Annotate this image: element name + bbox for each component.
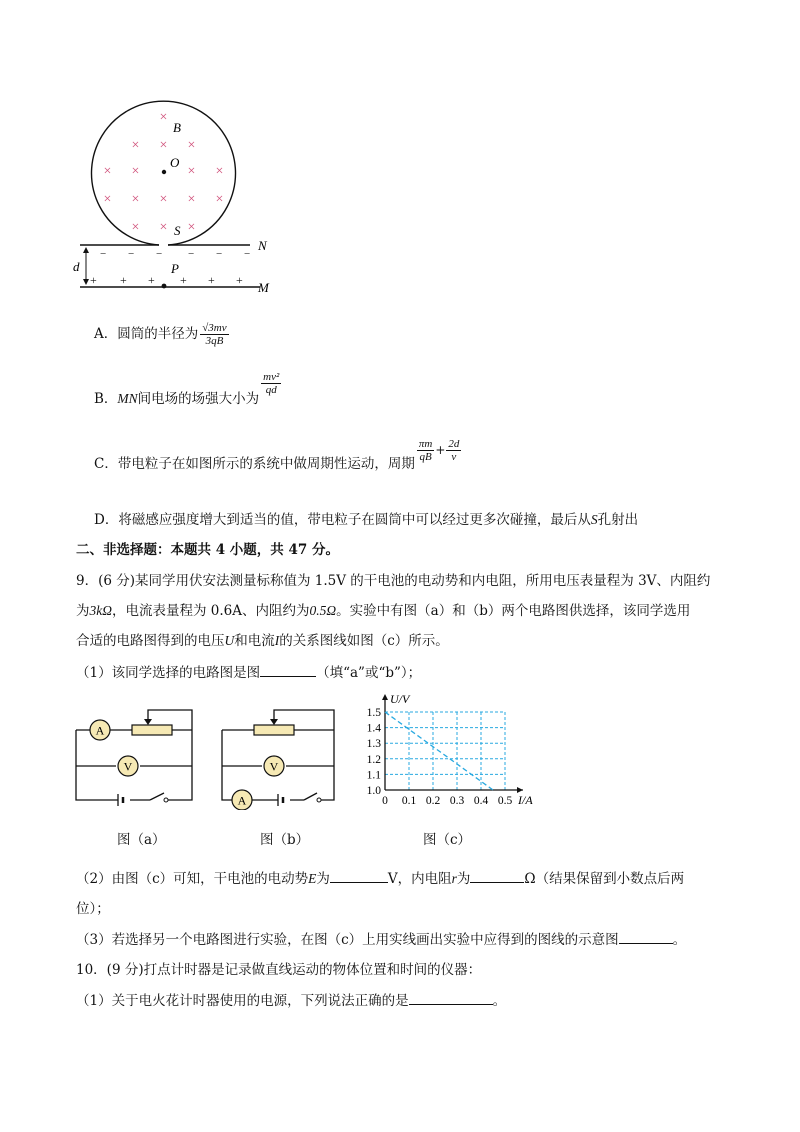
caption-a: 图（a） (117, 832, 166, 848)
option-A-fraction: $\frac{√3mv}{3qB}$ (202, 322, 227, 347)
option-D: D．将磁感应强度增大到适当的值，带电粒子在圆筒中可以经过更多次碰撞，最后从S孔射出 (94, 512, 639, 528)
label-N: N (258, 238, 267, 253)
minus-sign: − (100, 248, 107, 260)
field-cross: × (131, 138, 140, 153)
y-tick-label: 1.5 (366, 707, 381, 719)
field-cross: × (131, 220, 140, 235)
label-d: d (73, 259, 80, 274)
x-axis-label: I/A (518, 793, 533, 807)
plus-sign: + (90, 273, 97, 287)
y-tick-label: 1.2 (366, 753, 381, 766)
y-axis-label: U/V (390, 692, 410, 706)
field-cross: × (131, 164, 140, 179)
svg-text:V: V (123, 759, 133, 774)
answer-blank-resistance[interactable] (470, 868, 524, 883)
field-cross: × (187, 138, 196, 153)
field-cross: × (187, 192, 196, 207)
field-cross: × (159, 220, 168, 235)
answer-blank-emf[interactable] (330, 868, 388, 883)
x-tick-label: 0.3 (449, 795, 465, 807)
svg-text:A: A (237, 793, 247, 808)
circuit-a (68, 700, 204, 810)
field-cross: × (103, 192, 112, 207)
label-B: B (173, 120, 181, 135)
plus-sign: + (148, 273, 155, 287)
q9-sub-2: （2）由图（c）可知，干电池的电动势E为 V，内电阻r为 Ω（结果保留到小数点后两 (76, 868, 684, 889)
option-C-fraction-1: $\frac{\pi m}{qB}$ (418, 438, 433, 463)
q10-line-1: 10．(9 分)打点计时器是记录做直线运动的物体位置和时间的仪器： (76, 962, 482, 978)
magnetic-field-figure (70, 95, 290, 295)
x-tick-label: 0.5 (497, 795, 513, 807)
q9-line-3: 合适的电路图得到的电压U和电流I的关系图线如图（c）所示。 (76, 633, 449, 649)
svg-text:V: V (269, 759, 279, 774)
rheostat (132, 725, 172, 735)
option-B: B．MN间电场的场强大小为 $\frac{\text{mv²}}{qd}$ (94, 371, 280, 407)
q10-sub-1: （1）关于电火花计时器使用的电源，下列说法正确的是 。 (76, 990, 506, 1011)
option-A: A．圆筒的半径为 $\frac{√3mv}{3qB}$ (94, 322, 227, 347)
option-C-fraction-2: $\frac{2d}{v}$ (448, 438, 460, 463)
field-cross: × (215, 192, 224, 207)
q9-line-1: 9．(6 分)某同学用伏安法测量标称值为 1.5V 的干电池的电动势和内电阻，所用电压表量程为 3V、内阻约 (76, 573, 711, 589)
caption-c: 图（c） (423, 832, 472, 848)
plus-sign: + (120, 273, 127, 287)
field-cross: × (103, 164, 112, 179)
y-tick-label: 1.1 (366, 769, 381, 782)
y-tick-label: 1.4 (366, 722, 381, 735)
x-tick-label: 0.1 (401, 795, 417, 807)
field-cross: × (187, 220, 196, 235)
answer-blank-3[interactable] (619, 929, 673, 944)
section-2-title: 二、非选择题：本题共 4 小题，共 47 分。 (76, 542, 339, 558)
answer-blank-q10[interactable] (409, 990, 493, 1005)
field-cross: × (187, 164, 196, 179)
option-B-fraction: $\frac{\text{mv²}}{qd}$ (263, 371, 280, 396)
field-cross: × (215, 164, 224, 179)
field-cross: × (159, 192, 168, 207)
y-axis-arrow (382, 694, 388, 700)
circuit-b (214, 700, 344, 810)
label-M: M (258, 280, 269, 295)
q9-sub-1: （1）该同学选择的电路图是图 （填“a”或“b”）； (76, 662, 421, 683)
ui-graph-c (352, 690, 552, 815)
q9-sub-2-cont: 位）； (76, 901, 110, 917)
x-tick-label: 0.2 (425, 795, 441, 807)
field-cross: × (159, 110, 168, 125)
rheostat (254, 725, 294, 735)
field-cross: × (159, 138, 168, 153)
x-tick-label: 0.4 (473, 795, 489, 807)
caption-b: 图（b） (260, 832, 310, 848)
label-O: O (170, 155, 180, 170)
label-S: S (174, 223, 181, 238)
minus-sign: − (188, 248, 195, 260)
field-cross: × (131, 192, 140, 207)
minus-sign: − (216, 248, 223, 260)
q9-sub-3: （3）若选择另一个电路图进行实验，在图（c）上用实线画出实验中应得到的图线的示意图 。 (76, 929, 686, 950)
svg-text:A: A (95, 723, 105, 738)
y-tick-label: 1.3 (366, 738, 381, 751)
minus-sign: − (244, 248, 251, 260)
answer-blank-1[interactable] (260, 662, 316, 677)
plus-sign: + (236, 273, 243, 287)
point-P (162, 284, 167, 289)
plus-sign: + (180, 273, 187, 287)
q9-line-2: 为3kΩ，电流表量程为 0.6A、内阻约为0.5Ω。实验中有图（a）和（b）两个电路图供选择，该同学选用 (76, 603, 691, 619)
series-line (385, 712, 493, 790)
y-tick-label: 1.0 (366, 785, 381, 797)
x-tick-label: 0 (382, 795, 388, 807)
minus-sign: − (156, 248, 163, 260)
center-point (162, 170, 166, 174)
plus-sign: + (208, 273, 215, 287)
option-C: C．带电粒子在如图所示的系统中做周期性运动，周期 $\frac{\pi m}{qB}$ + $\frac{2d}{v}$ (94, 438, 460, 472)
minus-sign: − (128, 248, 135, 260)
label-P: P (171, 261, 179, 276)
